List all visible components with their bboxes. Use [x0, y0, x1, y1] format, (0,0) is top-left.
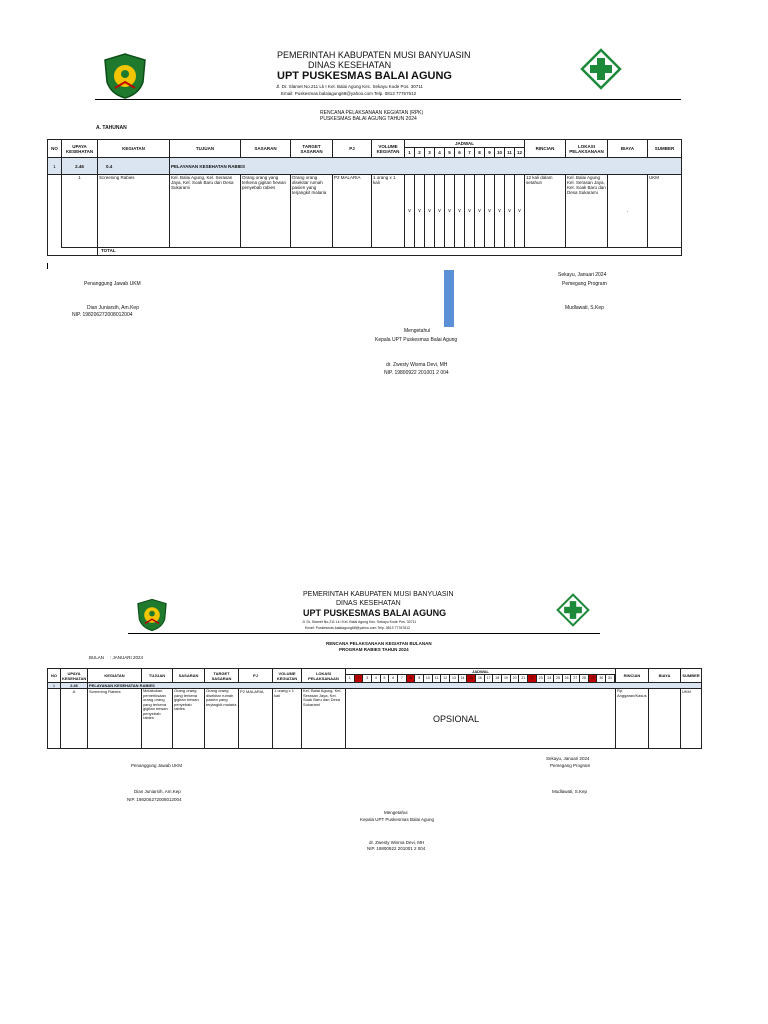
- sign-right-role: Pemegang Program: [562, 281, 607, 287]
- row-biaya: -: [608, 175, 648, 248]
- month-header: 1: [405, 148, 415, 157]
- sign-center-nip: NIP. 19800922 201001 2 004: [367, 846, 426, 851]
- sign-right-role: Pemegang Program: [550, 763, 591, 768]
- doc1-table: [47, 139, 682, 256]
- row-jadwal-note: OPSIONAL: [346, 689, 616, 749]
- jadwal-days: [346, 675, 615, 682]
- month-header: 11: [505, 148, 515, 157]
- day-header: 1: [346, 675, 355, 682]
- month-header: 7: [465, 148, 475, 157]
- day-header: 24: [545, 675, 554, 682]
- group-code: 2.46: [62, 158, 98, 175]
- jadwal-checks: [405, 175, 524, 247]
- row-target: Orang orang disekitar rumah pasien yang terjangkit malaria: [205, 689, 239, 749]
- month-check: v: [405, 175, 415, 247]
- letterhead-address: Jl. Dr. Slamet No.211 Lk I Kel. Balai Agung Kec. Sekayu Kode Pos. 30711: [276, 84, 423, 89]
- day-header: 10: [424, 675, 433, 682]
- puskesmas-logo-icon: [556, 593, 590, 627]
- jadwal-label: JADWAL: [346, 669, 615, 675]
- row-tujuan: Kel. Balai Agung, Kel. Serasan Jaya, Kel. Soak Baru dan Desa Sukarami: [170, 175, 241, 248]
- day-header: 12: [441, 675, 450, 682]
- doc2-table: [47, 668, 702, 749]
- col-volume: VOLUME KEGIATAN: [372, 140, 405, 158]
- letterhead-line2: DINAS KESEHATAN: [336, 600, 401, 607]
- letterhead-address: Jl. Dr. Slamet No.211 Lk I Kel. Balai Agung Kec. Sekayu Kode Pos. 30711: [302, 620, 417, 624]
- col-target: TARGET SASARAN: [205, 669, 239, 683]
- table-row: [48, 175, 682, 248]
- row-sasaran: Orang orang yang terkena gigitan hewan penyebab rabies: [173, 689, 205, 749]
- doc2-title2: PROGRAM RABIES TAHUN 2024: [339, 647, 409, 652]
- total-row: [48, 248, 682, 256]
- sign-center-1: Mengetahui: [404, 328, 431, 334]
- letterhead-contact: Email: Puskesmas.balaiagung68@yahoo.com Telp. 0813 77767612: [281, 91, 417, 96]
- row-rincian: 12 kali dalam setahun: [525, 175, 566, 248]
- day-header: 29: [589, 675, 598, 682]
- day-header: 30: [597, 675, 606, 682]
- row-biaya: [649, 689, 681, 749]
- day-header: 4: [372, 675, 381, 682]
- col-kegiatan: KEGIATAN: [88, 669, 142, 683]
- col-biaya: BIAYA: [649, 669, 681, 683]
- sign-center-nip: NIP. 19800922 201001 2 004: [384, 370, 449, 376]
- sign-center-name: dr. Zwesty Wisma Devi, MH: [386, 362, 448, 368]
- day-header: 16: [476, 675, 485, 682]
- sign-left-role: Penanggung Jawab UKM: [84, 281, 141, 287]
- row-lokasi: Kel. Balai Agung Kel. Serasan Jaya, Kel. Soak Baru dan Desa Sukarami: [566, 175, 608, 248]
- month-header: 2: [415, 148, 425, 157]
- sign-left-name: Dian Juniarsih, Am.Kep: [87, 305, 139, 311]
- month-check: v: [435, 175, 445, 247]
- col-lokasi: LOKASI PELAKSANAAN: [302, 669, 346, 683]
- month-check: v: [505, 175, 515, 247]
- month-header: 3: [425, 148, 435, 157]
- row-rincian: Rp. Anggaran/Kasus: [616, 689, 649, 749]
- col-no: NO: [48, 140, 62, 158]
- day-header: 31: [606, 675, 615, 682]
- group-name: PELAYANAN KESEHATAN RABIES: [170, 158, 682, 175]
- day-header: 21: [519, 675, 528, 682]
- row-kegiatan: Screening Rabies: [98, 175, 170, 248]
- sign-right-name: Mudlawati, S.Kep: [552, 789, 588, 794]
- doc1-title1: RENCANA PELAKSANAAN KEGIATAN (RPK): [320, 110, 424, 116]
- month-check: v: [485, 175, 495, 247]
- col-tujuan: TUJUAN: [170, 140, 241, 158]
- jadwal-label: JADWAL: [405, 140, 524, 148]
- row-volume: 1 orang x 1 kali: [273, 689, 302, 749]
- day-header: 15: [467, 675, 476, 682]
- month-check: v: [415, 175, 425, 247]
- jadwal-months: [405, 148, 524, 157]
- letterhead-line3: UPT PUSKESMAS BALAI AGUNG: [277, 70, 452, 82]
- group-name: PELAYANAN KESEHATAN RABIES: [88, 683, 702, 689]
- col-lokasi: LOKASI PELAKSANAAN: [566, 140, 608, 158]
- group-code: 2.46: [61, 683, 88, 689]
- col-sumber: SUMBER: [681, 669, 702, 683]
- month-header: 10: [495, 148, 505, 157]
- col-upaya: UPAYA KESEHATAN: [62, 670, 87, 681]
- letterhead-line1: PEMERINTAH KABUPATEN MUSI BANYUASIN: [277, 50, 471, 60]
- col-volume: VOLUME KEGIATAN: [273, 669, 302, 683]
- day-header: 5: [381, 675, 390, 682]
- day-header: 3: [363, 675, 372, 682]
- col-no: NO: [48, 669, 61, 683]
- table-row: [48, 689, 702, 749]
- sign-left-nip: NIP. 198206272008012004: [127, 797, 182, 802]
- letterhead-line2: DINAS KESEHATAN: [308, 60, 392, 70]
- doc1-section: A. TAHUNAN: [96, 125, 127, 131]
- row-target: Orang orang disekitar rumah pasien yang terjangkit malaria: [291, 175, 333, 248]
- sign-right-name: Mudlawati, S.Kep: [565, 305, 604, 311]
- doc2-title1: RENCANA PELAKSANAAN KEGIATAN BULANAN: [326, 641, 432, 646]
- row-volume: 1 orang x 1 kali: [372, 175, 405, 248]
- sign-left-nip: NIP. 198206272008012004: [72, 312, 133, 318]
- day-header: 19: [502, 675, 511, 682]
- month-check: v: [425, 175, 435, 247]
- sign-center-2: Kepala UPT Puskesmas Balai Agung: [360, 817, 434, 822]
- month-header: 4: [435, 148, 445, 157]
- letterhead-line3: UPT PUSKESMAS BALAI AGUNG: [303, 608, 447, 618]
- month-header: 9: [485, 148, 495, 157]
- puskesmas-logo-icon: [580, 48, 622, 90]
- col-pj: PJ: [239, 669, 273, 683]
- row-sumber: UKM: [681, 689, 702, 749]
- month-header: 5: [445, 148, 455, 157]
- sign-left-name: Dian Juniarsih, Am.Kep: [134, 789, 181, 794]
- col-rincian: RINCIAN: [616, 669, 649, 683]
- row-jadwal: [405, 175, 525, 248]
- day-header: 7: [398, 675, 407, 682]
- day-header: 27: [571, 675, 580, 682]
- col-target: TARGET SASARAN: [291, 140, 333, 158]
- row-blank: [48, 175, 62, 248]
- day-header: 8: [407, 675, 416, 682]
- day-header: 20: [511, 675, 520, 682]
- row-sasaran: Orang orang yang terkena gigitan hewan penyebab rabies: [241, 175, 291, 248]
- sign-center-name: dr. Zwesty Wisma Devi, MH: [369, 840, 425, 845]
- regency-emblem-icon: [103, 52, 147, 100]
- table-row: [48, 158, 682, 175]
- day-header: 2: [355, 675, 364, 682]
- letterhead-divider: [128, 633, 600, 634]
- group-no: 1: [48, 683, 61, 689]
- regency-emblem-icon: [135, 598, 169, 632]
- group-no: 1: [48, 158, 62, 175]
- day-header: 28: [580, 675, 589, 682]
- sign-center-2: Kepala UPT Puskesmas Balai Agung: [375, 337, 458, 343]
- row-no: 1: [62, 175, 98, 248]
- col-sasaran: SASARAN: [173, 669, 205, 683]
- day-header: 11: [433, 675, 442, 682]
- total-blank: [48, 248, 98, 256]
- letterhead-divider: [95, 99, 681, 100]
- month-header: 12: [516, 150, 522, 155]
- month-check: v: [518, 208, 521, 214]
- letterhead-contact: Email: Puskesmas.balaiagung68@yahoo.com Telp. 0813 77767612: [305, 626, 411, 630]
- col-rincian: RINCIAN: [525, 140, 566, 158]
- col-biaya: BIAYA: [608, 140, 648, 158]
- day-header: 22: [528, 675, 537, 682]
- month-check: v: [475, 175, 485, 247]
- col-sumber: SUMBER: [648, 140, 682, 158]
- sign-right-place: Sekayu, Januari 2024: [558, 272, 607, 278]
- day-header: 13: [450, 675, 459, 682]
- row-blank: [48, 689, 61, 749]
- col-kegiatan: KEGIATAN: [98, 140, 170, 158]
- col-jadwal: [346, 669, 616, 683]
- day-header: 26: [563, 675, 572, 682]
- month-header: 8: [475, 148, 485, 157]
- row-kegiatan: Screening Rabies: [88, 689, 142, 749]
- text-cursor: [47, 263, 48, 269]
- col-upaya: UPAYA KESEHATAN: [62, 140, 98, 158]
- month-check: v: [455, 175, 465, 247]
- row-pj: P2 MALARIA: [239, 689, 273, 749]
- col-jadwal: [405, 140, 525, 158]
- col-tujuan: TUJUAN: [142, 669, 173, 683]
- day-header: 14: [459, 675, 468, 682]
- blue-marker-bar: [444, 270, 454, 327]
- row-sumber: UKM: [648, 175, 682, 248]
- month-check: v: [495, 175, 505, 247]
- sign-center-1: Mengetahui: [384, 810, 408, 815]
- day-header: 6: [389, 675, 398, 682]
- row-no: A: [61, 689, 88, 749]
- row-lokasi: Kel. Balai Agung, Kel. Serasan Jaya, Kel. Soak Baru dan Desa Sukarami: [302, 689, 346, 749]
- bulan-value: : JANUARI 2024: [110, 655, 144, 660]
- row-tujuan: Melakukan pemeriksaan orang orang yang terkena gigitan hewan penyebab rabies: [142, 689, 173, 749]
- month-check: v: [445, 175, 455, 247]
- group-sub: 0.4: [98, 158, 170, 175]
- doc1-title2: PUSKESMAS BALAI AGUNG TAHUN 2024: [320, 116, 417, 122]
- day-header: 23: [537, 675, 546, 682]
- col-sasaran: SASARAN: [241, 140, 291, 158]
- row-pj: P2 MALARIA: [333, 175, 372, 248]
- day-header: 18: [493, 675, 502, 682]
- day-header: 9: [415, 675, 424, 682]
- month-check: v: [465, 175, 475, 247]
- sign-right-place: Sekayu, Januari 2024: [546, 756, 590, 761]
- day-header: 17: [485, 675, 494, 682]
- col-pj: PJ: [333, 140, 372, 158]
- day-header: 25: [554, 675, 563, 682]
- month-header: 6: [455, 148, 465, 157]
- bulan-label: BULAN: [89, 655, 105, 660]
- letterhead-line1: PEMERINTAH KABUPATEN MUSI BANYUASIN: [303, 591, 454, 598]
- sign-left-role: Penanggung Jawab UKM: [131, 763, 183, 768]
- total-label: TOTAL: [98, 248, 682, 256]
